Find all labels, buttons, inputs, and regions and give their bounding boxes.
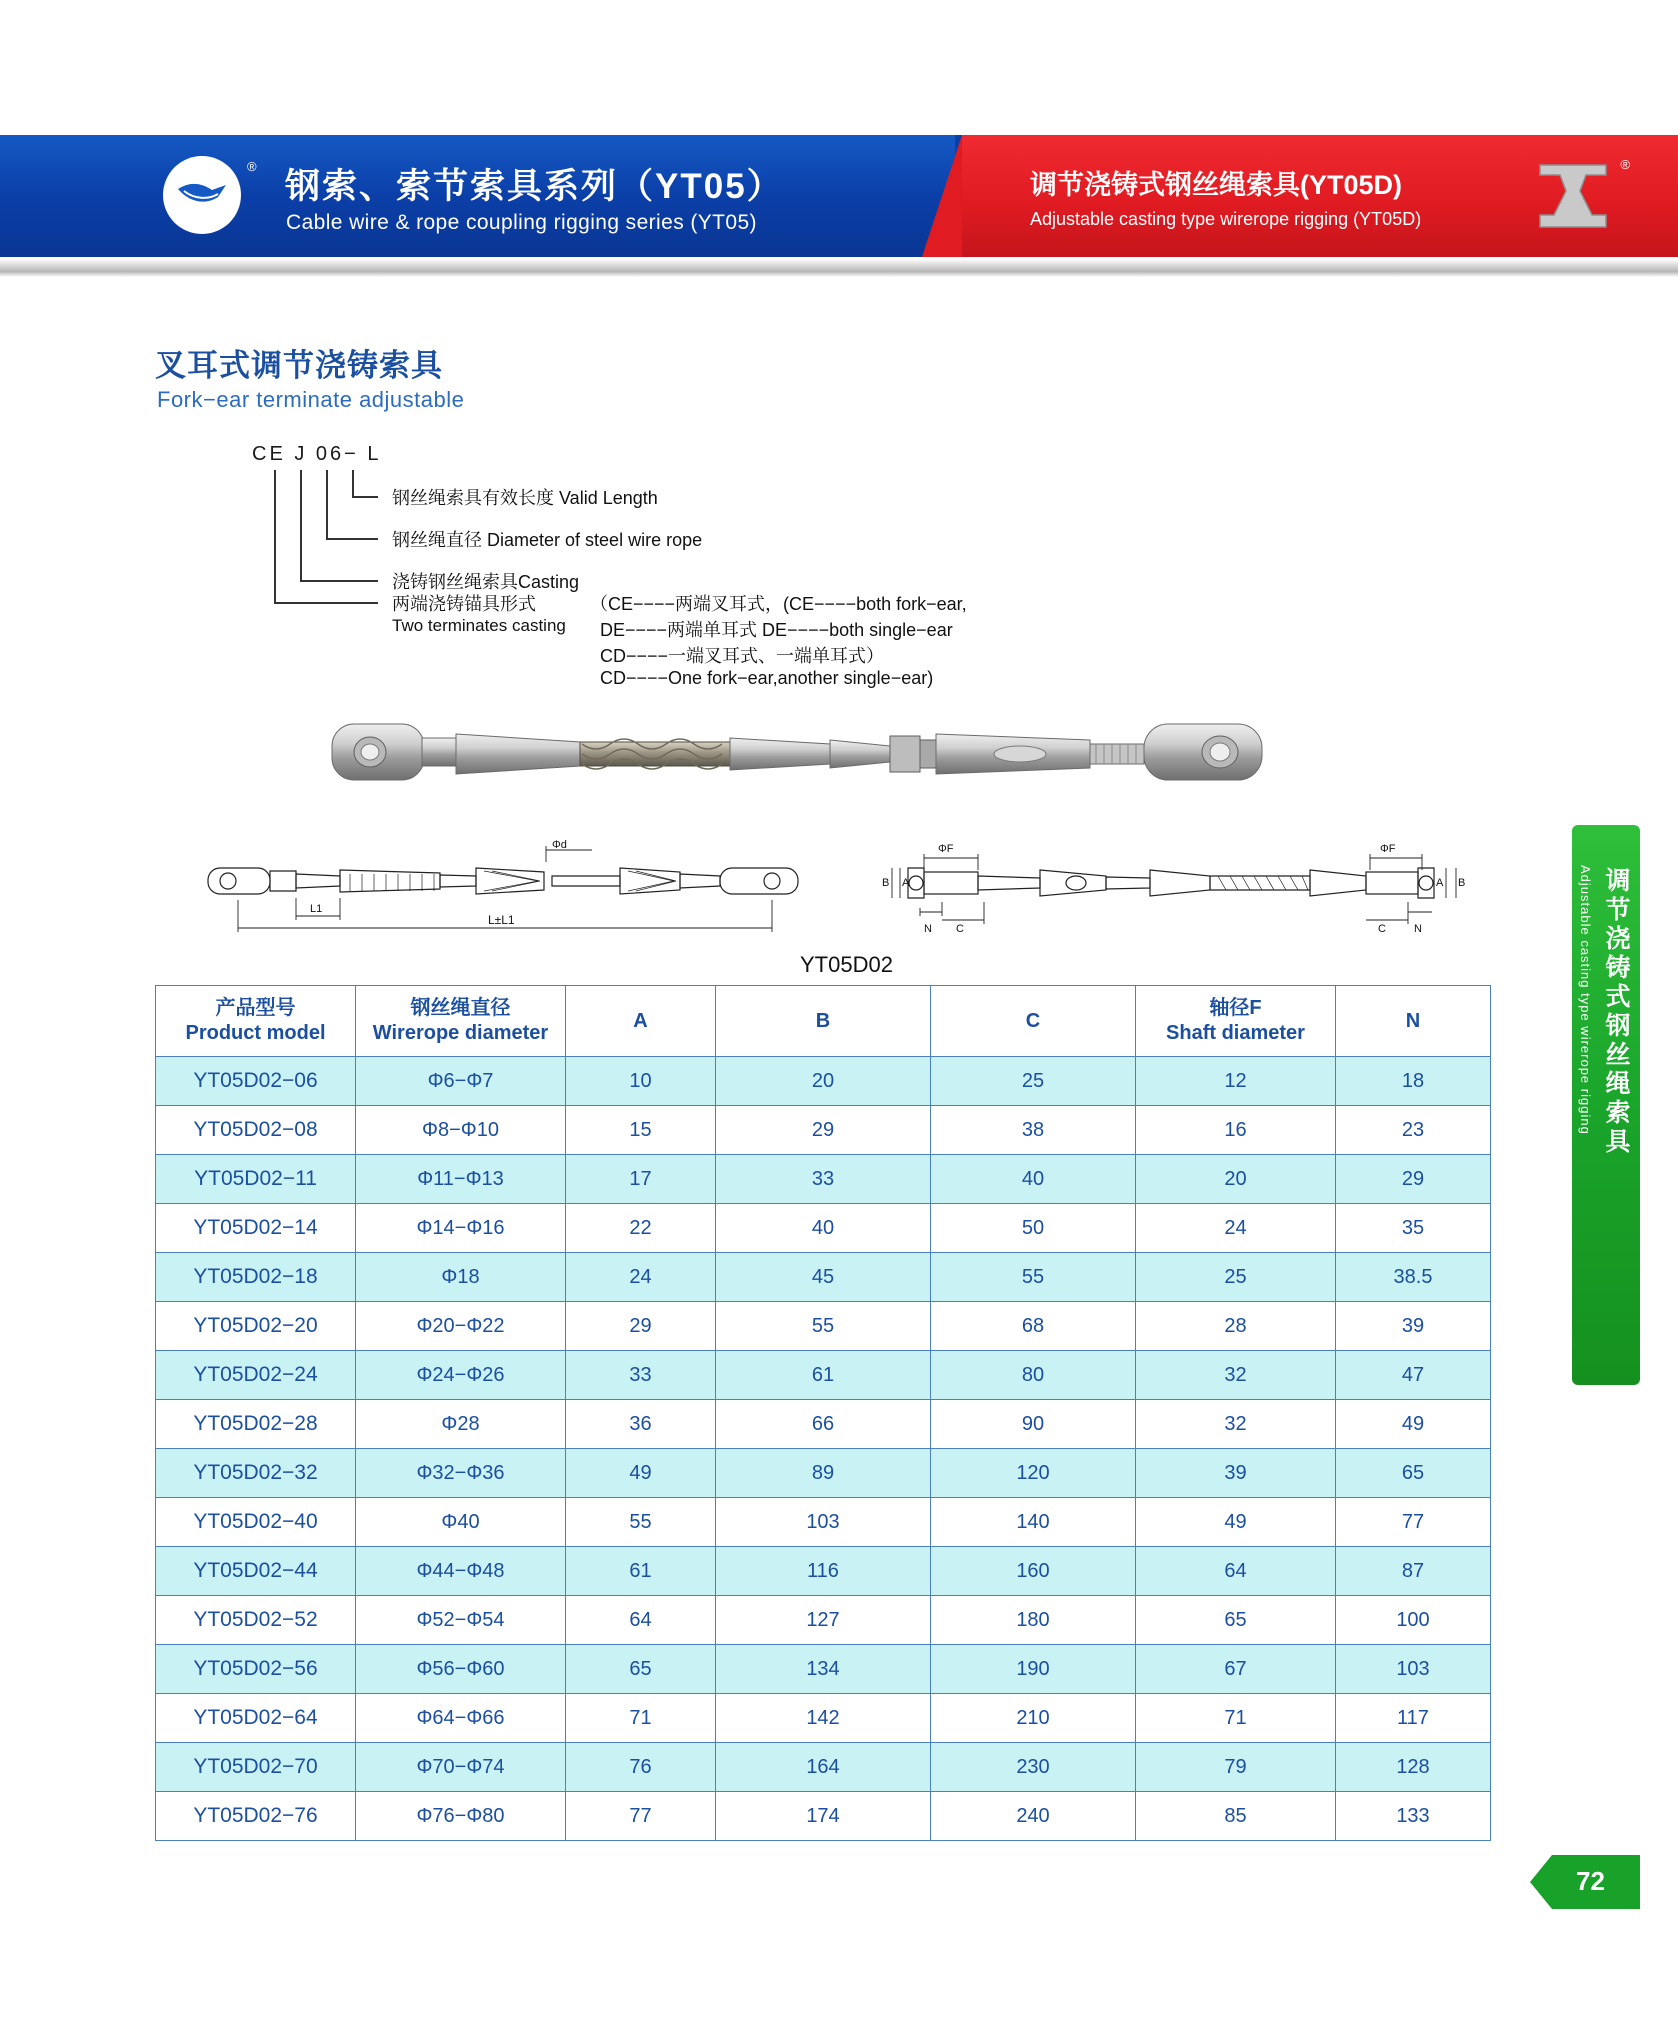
cell-shaft-diameter: 71 <box>1136 1694 1336 1743</box>
cell-a: 29 <box>566 1302 716 1351</box>
cell-product-model: YT05D02−20 <box>156 1302 356 1351</box>
table-row <box>156 1302 1491 1351</box>
cell-product-model: YT05D02−52 <box>156 1596 356 1645</box>
table-row <box>156 1106 1491 1155</box>
cell-product-model: YT05D02−24 <box>156 1351 356 1400</box>
cell-b: 61 <box>716 1351 931 1400</box>
legend-item-1 <box>392 484 658 510</box>
cell-n: 49 <box>1336 1400 1491 1449</box>
cell-wirerope-diameter: Φ20−Φ22 <box>356 1302 566 1351</box>
cell-n: 38.5 <box>1336 1253 1491 1302</box>
cell-b: 40 <box>716 1204 931 1253</box>
cell-a: 17 <box>566 1155 716 1204</box>
cell-wirerope-diameter: Φ70−Φ74 <box>356 1743 566 1792</box>
table-row <box>156 1253 1491 1302</box>
table-row <box>156 1743 1491 1792</box>
cell-shaft-diameter: 67 <box>1136 1645 1336 1694</box>
page-header <box>0 135 1678 257</box>
col-header-a-label: A <box>633 1009 648 1032</box>
cell-b: 142 <box>716 1694 931 1743</box>
svg-text:ΦF: ΦF <box>938 843 954 855</box>
svg-text:L1: L1 <box>310 903 323 915</box>
cell-b: 134 <box>716 1645 931 1694</box>
legend-item-3-cn: 浇铸钢丝绳索具 <box>392 572 518 592</box>
legend-leader-1-h <box>352 496 378 498</box>
cell-a: 71 <box>566 1694 716 1743</box>
cell-product-model: YT05D02−06 <box>156 1057 356 1106</box>
cell-shaft-diameter: 28 <box>1136 1302 1336 1351</box>
technical-drawing-left <box>200 840 820 955</box>
cell-product-model: YT05D02−32 <box>156 1449 356 1498</box>
cell-n: 117 <box>1336 1694 1491 1743</box>
col-header-wirerope-diameter-en: Wirerope diameter <box>372 1022 549 1044</box>
svg-text:B: B <box>882 877 890 889</box>
cell-shaft-diameter: 64 <box>1136 1547 1336 1596</box>
cell-wirerope-diameter: Φ14−Φ16 <box>356 1204 566 1253</box>
legend-item-1-cn: 钢丝绳索具有效长度 <box>392 488 554 508</box>
legend-item-2-en: Diameter of steel wire rope <box>487 530 703 550</box>
cell-product-model: YT05D02−40 <box>156 1498 356 1547</box>
cell-wirerope-diameter: Φ11−Φ13 <box>356 1155 566 1204</box>
header-left-title-en: Cable wire & rope coupling rigging series (YT05) <box>286 211 757 234</box>
cell-shaft-diameter: 49 <box>1136 1498 1336 1547</box>
side-tab-label-en: Adjustable casting type wirerope rigging <box>1578 865 1593 1135</box>
table-row <box>156 1547 1491 1596</box>
cell-shaft-diameter: 85 <box>1136 1792 1336 1841</box>
col-header-n-label: N <box>1405 1009 1421 1032</box>
cell-wirerope-diameter: Φ44−Φ48 <box>356 1547 566 1596</box>
legend-leader-4-h <box>274 602 378 604</box>
cell-product-model: YT05D02−11 <box>156 1155 356 1204</box>
figure-label: YT05D02 <box>800 952 893 977</box>
cell-c: 38 <box>931 1106 1136 1155</box>
legend-leader-2-h <box>326 538 378 540</box>
legend-item-2-cn: 钢丝绳直径 <box>392 530 482 550</box>
cell-a: 64 <box>566 1596 716 1645</box>
col-header-b-label: B <box>815 1009 831 1032</box>
cell-product-model: YT05D02−76 <box>156 1792 356 1841</box>
col-header-shaft-diameter-cn: 轴径F <box>1209 997 1262 1019</box>
cell-wirerope-diameter: Φ64−Φ66 <box>356 1694 566 1743</box>
cell-a: 49 <box>566 1449 716 1498</box>
legend-leader-4-v <box>274 470 276 604</box>
col-header-shaft-diameter-en: Shaft diameter <box>1166 1022 1305 1044</box>
legend-item-3-en: Casting <box>518 572 580 592</box>
cell-n: 128 <box>1336 1743 1491 1792</box>
cell-wirerope-diameter: Φ28 <box>356 1400 566 1449</box>
table-row <box>156 1645 1491 1694</box>
registered-mark-right: ® <box>1620 157 1630 172</box>
cell-n: 100 <box>1336 1596 1491 1645</box>
product-3d-illustration <box>330 700 1320 815</box>
col-header-product-model <box>156 986 356 1057</box>
cell-a: 36 <box>566 1400 716 1449</box>
cell-n: 103 <box>1336 1645 1491 1694</box>
svg-text:B: B <box>1458 877 1466 889</box>
col-header-c <box>931 986 1136 1057</box>
cell-n: 39 <box>1336 1302 1491 1351</box>
cell-c: 50 <box>931 1204 1136 1253</box>
col-header-a <box>566 986 716 1057</box>
cell-a: 22 <box>566 1204 716 1253</box>
table-row <box>156 1400 1491 1449</box>
col-header-b <box>716 986 931 1057</box>
cell-b: 174 <box>716 1792 931 1841</box>
cell-product-model: YT05D02−64 <box>156 1694 356 1743</box>
cell-b: 116 <box>716 1547 931 1596</box>
cell-product-model: YT05D02−28 <box>156 1400 356 1449</box>
legend-terminates-en: Two terminates casting <box>392 616 566 635</box>
product-mark-icon <box>1530 157 1616 237</box>
cell-b: 103 <box>716 1498 931 1547</box>
cell-a: 15 <box>566 1106 716 1155</box>
cell-shaft-diameter: 79 <box>1136 1743 1336 1792</box>
svg-text:Φd: Φd <box>552 840 567 851</box>
col-header-product-model-en: Product model <box>185 1022 326 1044</box>
svg-text:N: N <box>924 923 932 935</box>
col-header-wirerope-diameter <box>356 986 566 1057</box>
table-row <box>156 1498 1491 1547</box>
cell-shaft-diameter: 32 <box>1136 1400 1336 1449</box>
cell-product-model: YT05D02−08 <box>156 1106 356 1155</box>
cell-n: 29 <box>1336 1155 1491 1204</box>
cell-wirerope-diameter: Φ56−Φ60 <box>356 1645 566 1694</box>
legend-leader-2-v <box>326 470 328 540</box>
svg-text:A: A <box>1436 877 1444 889</box>
cell-shaft-diameter: 65 <box>1136 1596 1336 1645</box>
legend-terminates-line-1: （CE−−−−两端叉耳式，(CE−−−−both fork−ear, <box>590 594 967 614</box>
company-logo <box>163 156 241 234</box>
cell-n: 133 <box>1336 1792 1491 1841</box>
cell-a: 77 <box>566 1792 716 1841</box>
col-header-shaft-diameter <box>1136 986 1336 1057</box>
table-row <box>156 1792 1491 1841</box>
cell-b: 29 <box>716 1106 931 1155</box>
cell-c: 80 <box>931 1351 1136 1400</box>
spec-table <box>155 985 1491 1841</box>
cell-wirerope-diameter: Φ18 <box>356 1253 566 1302</box>
cell-shaft-diameter: 24 <box>1136 1204 1336 1253</box>
header-left-title-cn: 钢索、索节索具系列（YT05） <box>285 167 784 206</box>
cell-wirerope-diameter: Φ40 <box>356 1498 566 1547</box>
svg-text:A: A <box>902 877 910 889</box>
section-title-cn: 叉耳式调节浇铸索具 <box>155 348 443 383</box>
cell-c: 210 <box>931 1694 1136 1743</box>
cell-shaft-diameter: 12 <box>1136 1057 1336 1106</box>
cell-c: 25 <box>931 1057 1136 1106</box>
cell-c: 190 <box>931 1645 1136 1694</box>
svg-text:L±L1: L±L1 <box>488 913 515 927</box>
cell-a: 33 <box>566 1351 716 1400</box>
cell-n: 87 <box>1336 1547 1491 1596</box>
cell-a: 55 <box>566 1498 716 1547</box>
legend-terminates-line-2: DE−−−−两端单耳式 DE−−−−both single−ear <box>600 620 953 640</box>
cell-a: 61 <box>566 1547 716 1596</box>
cell-product-model: YT05D02−70 <box>156 1743 356 1792</box>
cell-shaft-diameter: 16 <box>1136 1106 1336 1155</box>
header-right-title-cn: 调节浇铸式钢丝绳索具(YT05D) <box>1030 170 1403 200</box>
cell-a: 65 <box>566 1645 716 1694</box>
cell-wirerope-diameter: Φ8−Φ10 <box>356 1106 566 1155</box>
cell-product-model: YT05D02−44 <box>156 1547 356 1596</box>
cell-n: 77 <box>1336 1498 1491 1547</box>
legend-leader-3-h <box>300 580 378 582</box>
cell-shaft-diameter: 39 <box>1136 1449 1336 1498</box>
page-number: 72 <box>1576 1866 1605 1896</box>
cell-wirerope-diameter: Φ24−Φ26 <box>356 1351 566 1400</box>
table-row <box>156 1057 1491 1106</box>
cell-n: 23 <box>1336 1106 1491 1155</box>
legend-item-2 <box>392 526 702 552</box>
cell-b: 20 <box>716 1057 931 1106</box>
svg-text:N: N <box>1414 923 1422 935</box>
cell-shaft-diameter: 20 <box>1136 1155 1336 1204</box>
table-row <box>156 1155 1491 1204</box>
section-title-en: Fork−ear terminate adjustable <box>157 387 465 412</box>
model-code-string: CE J 06− L <box>252 443 382 465</box>
cell-c: 55 <box>931 1253 1136 1302</box>
table-row <box>156 1351 1491 1400</box>
technical-drawing-right <box>880 820 1470 955</box>
legend-leader-1-v <box>352 470 354 498</box>
cell-b: 127 <box>716 1596 931 1645</box>
table-row <box>156 1694 1491 1743</box>
table-row <box>156 1596 1491 1645</box>
cell-a: 24 <box>566 1253 716 1302</box>
cell-c: 40 <box>931 1155 1136 1204</box>
cell-n: 47 <box>1336 1351 1491 1400</box>
cell-c: 68 <box>931 1302 1136 1351</box>
legend-terminates-cn: 两端浇铸锚具形式 <box>392 594 536 614</box>
side-tab-label-cn: 调节浇铸式钢丝绳索具 <box>1602 867 1630 1157</box>
cell-b: 33 <box>716 1155 931 1204</box>
cell-b: 55 <box>716 1302 931 1351</box>
svg-text:C: C <box>956 923 964 935</box>
table-row <box>156 1449 1491 1498</box>
cell-product-model: YT05D02−14 <box>156 1204 356 1253</box>
table-row <box>156 1204 1491 1253</box>
cell-c: 160 <box>931 1547 1136 1596</box>
cell-wirerope-diameter: Φ52−Φ54 <box>356 1596 566 1645</box>
cell-a: 10 <box>566 1057 716 1106</box>
cell-c: 240 <box>931 1792 1136 1841</box>
cell-b: 89 <box>716 1449 931 1498</box>
cell-n: 18 <box>1336 1057 1491 1106</box>
legend-terminates-line-4: CD−−−−One fork−ear,another single−ear) <box>600 668 934 688</box>
cell-b: 66 <box>716 1400 931 1449</box>
spec-table-wrapper <box>155 985 1490 1841</box>
legend-item-1-en: Valid Length <box>559 488 658 508</box>
cell-wirerope-diameter: Φ32−Φ36 <box>356 1449 566 1498</box>
cell-c: 120 <box>931 1449 1136 1498</box>
legend-leader-3-v <box>300 470 302 582</box>
cell-c: 140 <box>931 1498 1136 1547</box>
table-header-row <box>156 986 1491 1057</box>
cell-n: 65 <box>1336 1449 1491 1498</box>
cell-product-model: YT05D02−56 <box>156 1645 356 1694</box>
col-header-product-model-cn: 产品型号 <box>215 997 296 1019</box>
col-header-wirerope-diameter-cn: 钢丝绳直径 <box>410 997 511 1019</box>
cell-c: 230 <box>931 1743 1136 1792</box>
side-tab <box>1572 825 1640 1385</box>
page-number-badge <box>1530 1855 1640 1909</box>
spec-table-body <box>156 1057 1491 1841</box>
cell-shaft-diameter: 25 <box>1136 1253 1336 1302</box>
cell-b: 45 <box>716 1253 931 1302</box>
cell-wirerope-diameter: Φ6−Φ7 <box>356 1057 566 1106</box>
cell-c: 90 <box>931 1400 1136 1449</box>
legend-terminates-line-3: CD−−−−一端叉耳式、一端单耳式） <box>600 646 885 666</box>
svg-text:ΦF: ΦF <box>1380 843 1396 855</box>
cell-shaft-diameter: 32 <box>1136 1351 1336 1400</box>
col-header-n <box>1336 986 1491 1057</box>
header-right-title-en: Adjustable casting type wirerope rigging (YT05D) <box>1030 209 1422 229</box>
col-header-c-label: C <box>1025 1009 1041 1032</box>
registered-mark-left: ® <box>247 159 257 174</box>
cell-wirerope-diameter: Φ76−Φ80 <box>356 1792 566 1841</box>
cell-n: 35 <box>1336 1204 1491 1253</box>
cell-c: 180 <box>931 1596 1136 1645</box>
svg-text:C: C <box>1378 923 1386 935</box>
cell-product-model: YT05D02−18 <box>156 1253 356 1302</box>
cell-b: 164 <box>716 1743 931 1792</box>
cell-a: 76 <box>566 1743 716 1792</box>
header-divider-band <box>0 257 1678 277</box>
